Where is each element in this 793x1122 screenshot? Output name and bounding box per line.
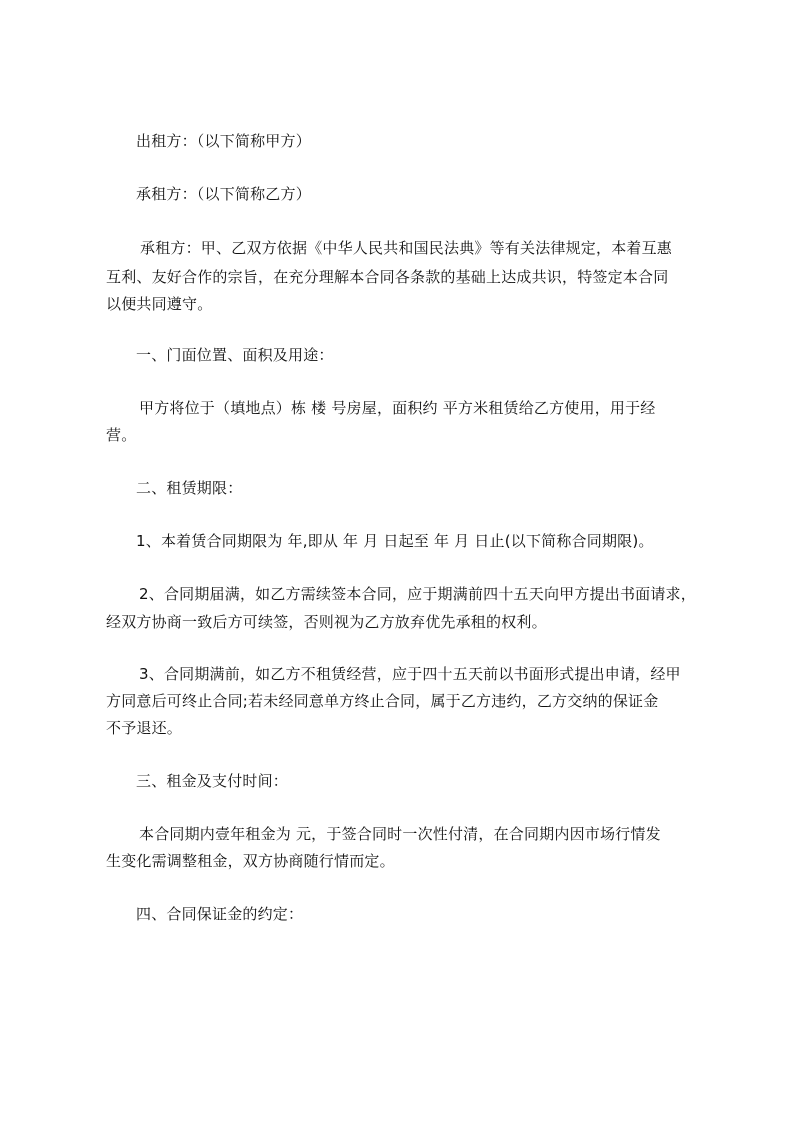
preamble-line-1: 承租方：甲、乙双方依据《中华人民共和国民法典》等有关法律规定，本着互惠 [140,239,673,257]
section4-heading: 四、合同保证金的约定： [136,905,304,923]
section2-item3-line-1: 3、合同期满前，如乙方不租赁经营，应于四十五天前以书面形式提出申请，经甲 [139,665,681,683]
preamble-line-3: 以便共同遵守。 [106,295,213,313]
preamble-line-2: 互利、友好合作的宗旨，在充分理解本合同各条款的基础上达成共识，特签定本合同 [106,268,669,286]
section2-item3-line-2: 方同意后可终止合同;若未经同意单方终止合同，属于乙方违约，乙方交纳的保证金 [106,692,659,710]
lessee-line: 承租方：（以下简称乙方） [136,185,311,203]
section1-body-line-1: 甲方将位于（填地点）栋 楼 号房屋，面积约 平方米租赁给乙方使用，用于经 [139,399,656,417]
section2-item3-line-3: 不予退还。 [106,719,183,737]
section3-body-line-2: 生变化需调整租金，双方协商随行情而定。 [106,852,395,870]
section2-heading: 二、租赁期限： [136,479,243,497]
section2-item2-line-2: 经双方协商一致后方可续签，否则视为乙方放弃优先承租的权利。 [106,613,547,631]
section3-body-line-1: 本合同期内壹年租金为 元，于签合同时一次性付清，在合同期内因市场行情发 [139,825,661,843]
section2-item2-line-1: 2、合同期届满，如乙方需续签本合同，应于期满前四十五天向甲方提出书面请求， [139,585,696,603]
section3-heading: 三、租金及支付时间： [136,772,289,790]
section1-body-line-2: 营。 [106,426,137,444]
section1-heading: 一、门面位置、面积及用途： [136,346,334,364]
section2-item1: 1、本着赁合同期限为 年,即从 年 月 日起至 年 月 日止(以下简称合同期限)。 [136,532,654,550]
lessor-line: 出租方：（以下简称甲方） [136,132,311,150]
